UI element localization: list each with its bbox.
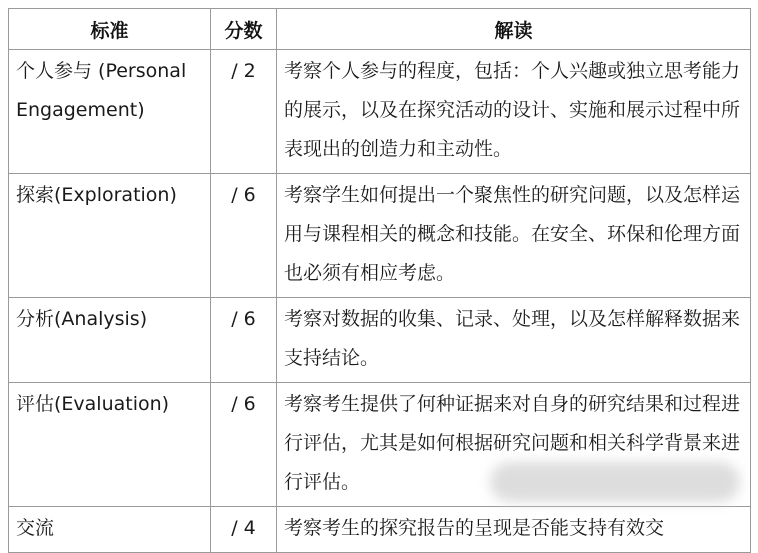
score-cell: / 6 <box>211 174 277 298</box>
description-cell: 考察对数据的收集、记录、处理，以及怎样解释数据来支持结论。 <box>277 298 751 383</box>
table-row <box>9 50 751 174</box>
score-cell: / 6 <box>211 298 277 383</box>
score-cell: / 6 <box>211 383 277 507</box>
description-cell: 考察考生的探究报告的呈现是否能支持有效交 <box>277 507 751 553</box>
criterion-cell: 分析(Analysis) <box>9 298 211 383</box>
score-cell: / 2 <box>211 50 277 174</box>
description-cell: 考察考生提供了何种证据来对自身的研究结果和过程进行评估，尤其是如何根据研究问题和相关科学背景来进行评估。 <box>277 383 751 507</box>
rubric-table-container <box>8 8 750 539</box>
criterion-cell: 探索(Exploration) <box>9 174 211 298</box>
header-criterion: 标准 <box>9 9 211 50</box>
description-cell: 考察学生如何提出一个聚焦性的研究问题，以及怎样运用与课程相关的概念和技能。在安全、环保和伦理方面也必须有相应考虑。 <box>277 174 751 298</box>
table-row <box>9 174 751 298</box>
score-cell: / 4 <box>211 507 277 553</box>
header-score: 分数 <box>211 9 277 50</box>
description-cell: 考察个人参与的程度，包括：个人兴趣或独立思考能力的展示，以及在探究活动的设计、实施和展示过程中所表现出的创造力和主动性。 <box>277 50 751 174</box>
table-header-row <box>9 9 751 50</box>
table-row <box>9 507 751 553</box>
criterion-cell: 评估(Evaluation) <box>9 383 211 507</box>
criterion-cell: 交流 <box>9 507 211 553</box>
blurred-watermark <box>490 462 740 502</box>
criterion-cell: 个人参与 (Personal Engagement) <box>9 50 211 174</box>
header-description: 解读 <box>277 9 751 50</box>
table-row <box>9 298 751 383</box>
